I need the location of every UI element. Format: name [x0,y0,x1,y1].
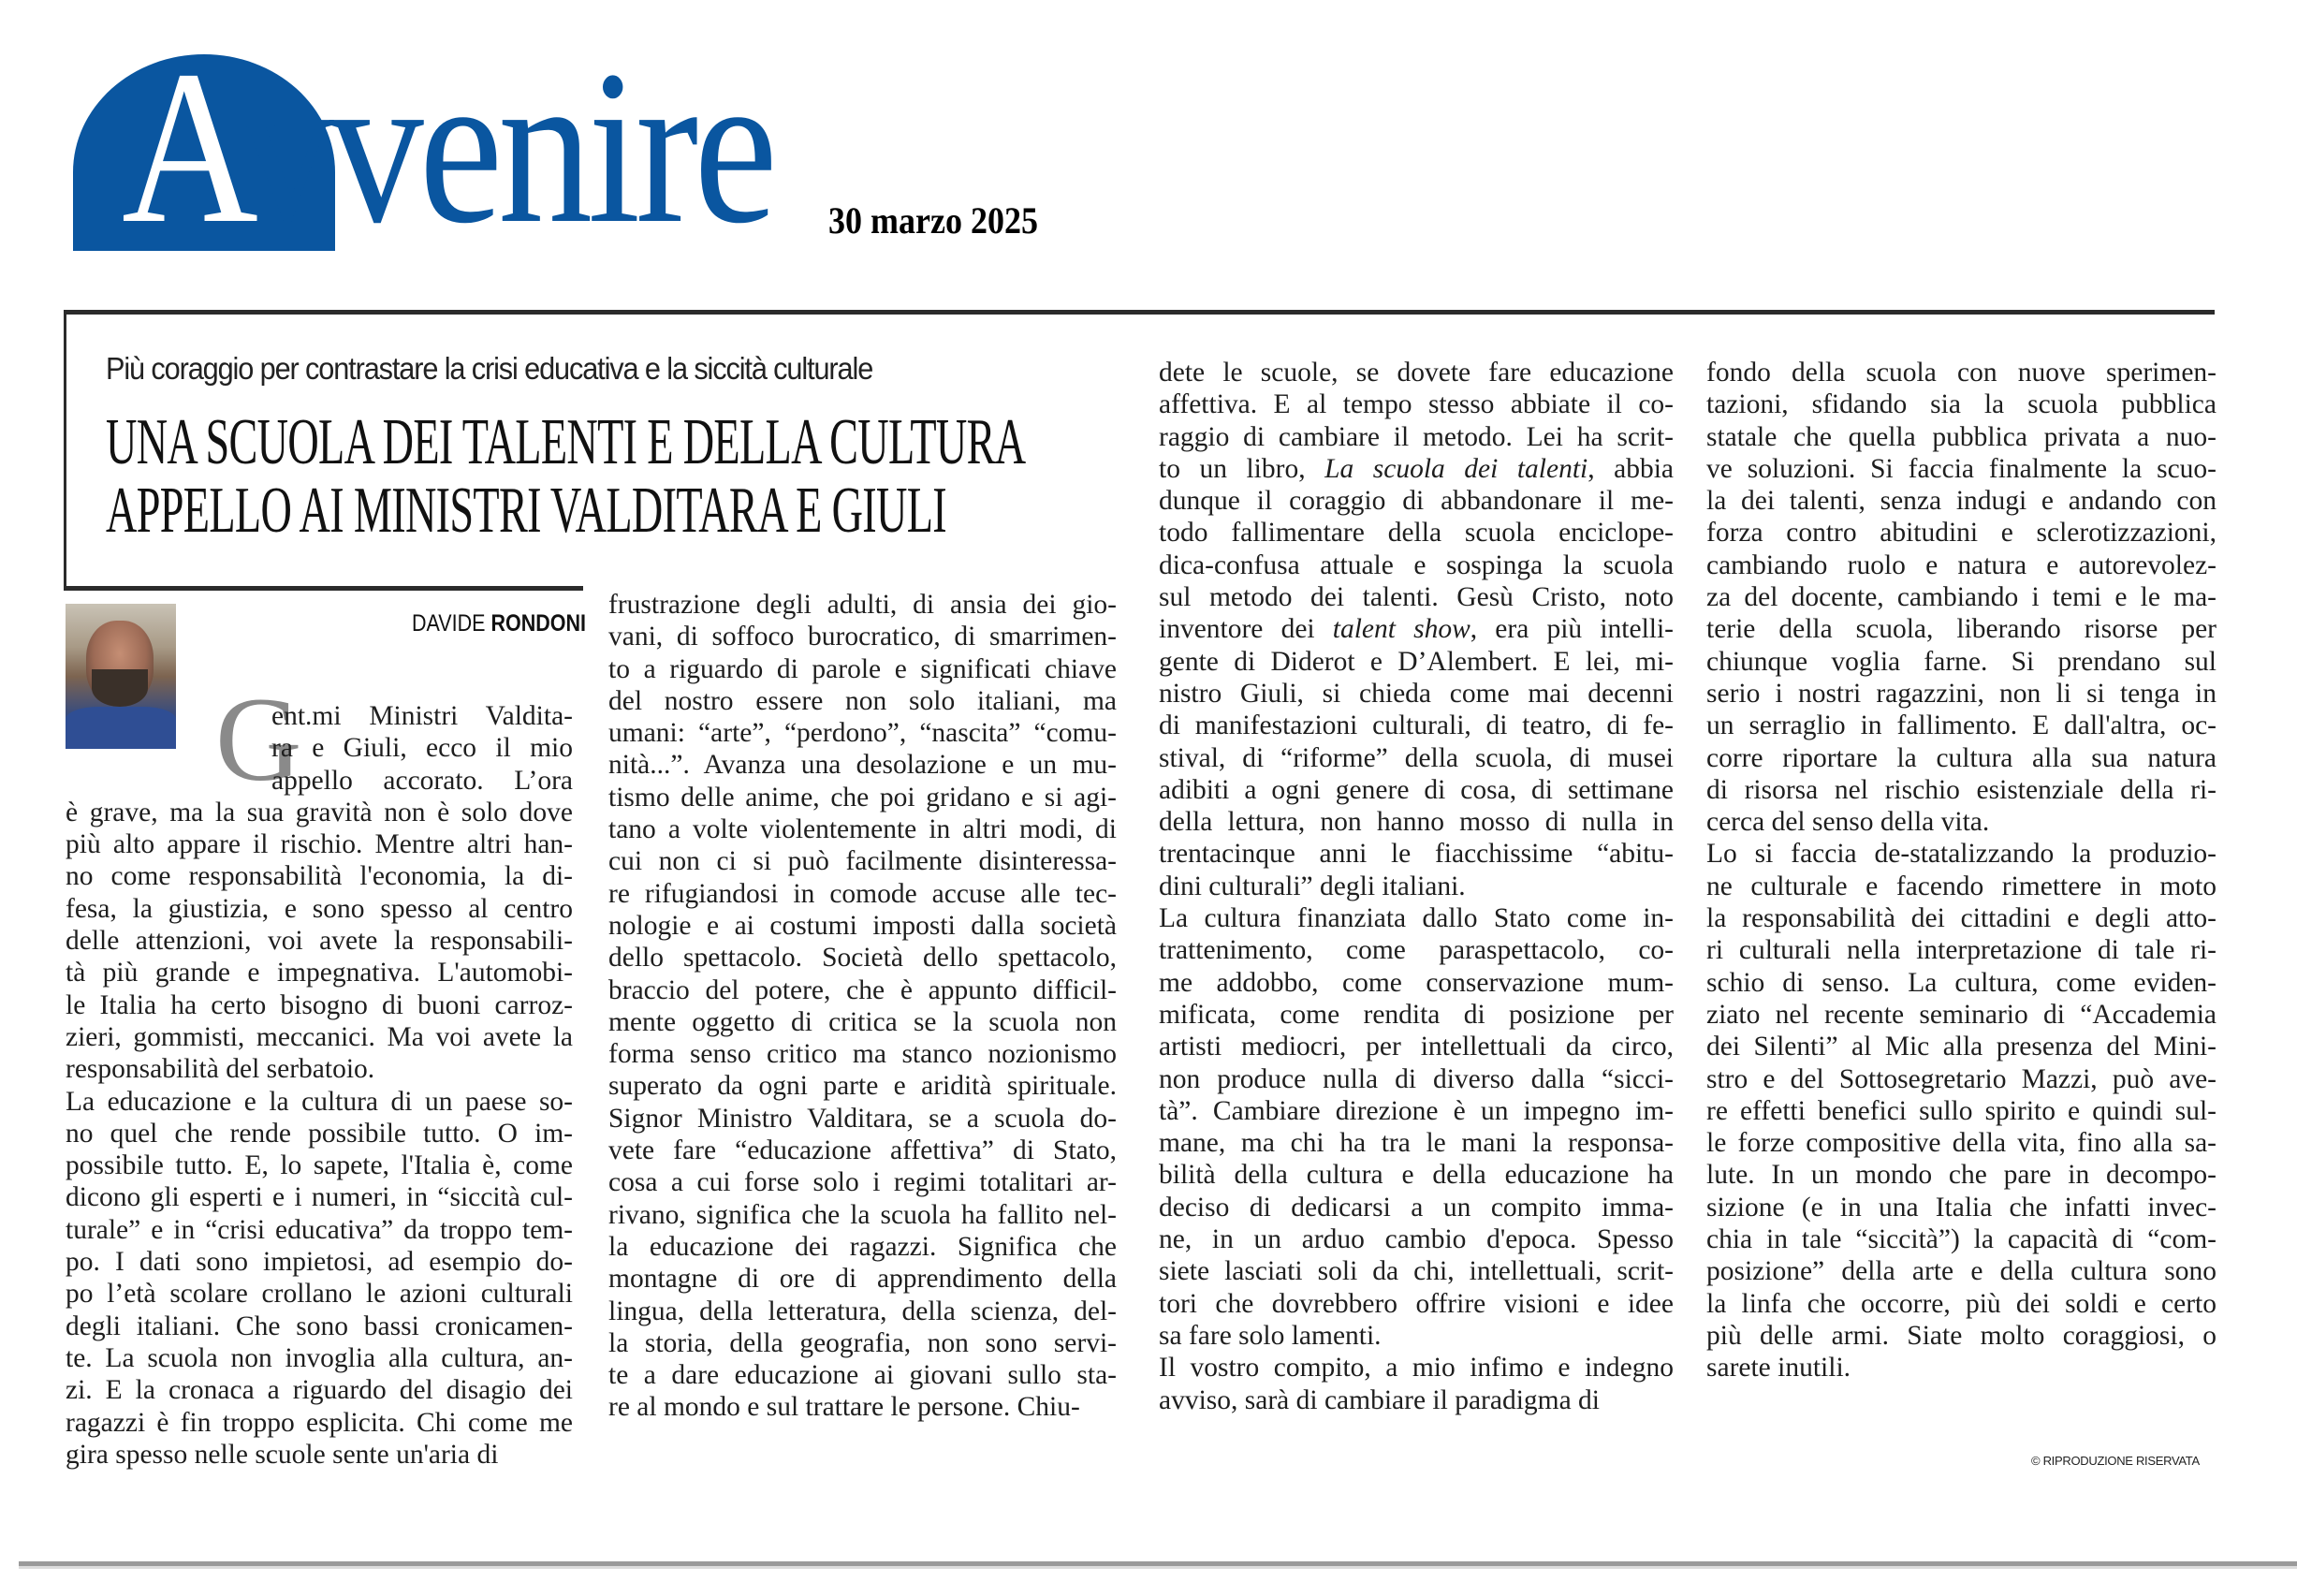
logo-v: v [239,25,329,269]
article-text-line: stro e del Sottosegretario Mazzi, può ave- [1706,1063,2217,1094]
article-text-line: statale che quella pubblica privata a nuo- [1706,421,2217,452]
article-text-line: ne, in un arduo cambio d'epoca. Spesso [1159,1224,1674,1255]
article-text-line: dete le scuole, se dovete fare educazione [1159,358,1674,388]
article-text-line: raggio di cambiare il metodo. Lei ha scrit- [1159,421,1674,452]
logo-rest: venire [329,25,773,269]
article-text-line: te a dare educazione ai giovani sullo sta- [608,1360,1117,1391]
article-text-line: ragazzi è fin troppo esplicita. Chi come me [66,1407,573,1438]
article-text-line: lingua, della letteratura, della scienza, del- [608,1296,1117,1326]
article-text-line: di risorsa nel rischio esistenziale della ri- [1706,774,2217,805]
article-text-line: artisti mediocri, per intellettuali da circo, [1159,1032,1674,1062]
article-text-line: ziato nel recente seminario di “Accademia [1706,999,2217,1030]
article-text-line: ve soluzioni. Si faccia finalmente la scuo- [1706,453,2217,484]
article-text-line: la responsabilità dei cittadini e degli atto- [1706,903,2217,934]
article-text-line: la dei talenti, senza indugi e andando con [1706,486,2217,517]
article-text-line: sizione (e in una Italia che infatti invec- [1706,1192,2217,1223]
author-first-name: DAVIDE [412,610,486,637]
article-text-line: braccio del potere, che è appunto difficil- [608,974,1117,1005]
article-text-line: forza contro abitudini e sclerotizzazioni, [1706,518,2217,549]
bottom-divider-shadow [19,1566,2297,1569]
article-column-2 [608,589,1117,1424]
article-text-line: me addobbo, come conservazione mum- [1159,967,1674,998]
article-text-line: te. La scuola non invoglia alla cultura, an- [66,1342,573,1373]
article-text-line: ent.mi Ministri Valdita- [271,701,573,731]
article-text-line: avviso, sarà di cambiare il paradigma di [1159,1384,1601,1415]
article-text-line: re effetti benefici sullo spirito e quindi sul- [1706,1095,2217,1126]
article-text-line: le Italia ha certo bisogno di buoni carroz- [66,989,573,1020]
article-text-line: todo fallimentare della scuola enciclope- [1159,518,1674,549]
article-column-1 [66,700,573,1471]
article-text-line: terie della scuola, liberando risorse per [1706,614,2217,645]
masthead [66,25,814,269]
article-text-line: chia in tale “siccità”) la capacità di “com- [1706,1224,2217,1255]
article-column-4 [1706,357,2217,1384]
article-kicker: Più coraggio per contrastare la crisi educativa e la siccità culturale [106,351,873,386]
article-text-line: po. I dati sono impietosi, ad esempio do- [66,1247,573,1278]
article-text-line: vani, di soffoco burocratico, di smarrimen- [608,622,1117,652]
article-text-line: Lo si faccia de-statalizzando la produzio- [1706,839,2217,870]
article-text-line: Il vostro compito, a mio infimo e indegno [1159,1353,1674,1384]
article-text-line: cambiando ruolo e natura e autorevolez- [1706,549,2217,580]
article-text-line: dei Silenti” al Mic alla presenza del Mini- [1706,1032,2217,1062]
headline-bottom-divider [64,586,583,591]
article-text-line: è grave, ma la sua gravità non è solo dove [66,797,573,827]
article-text-line: nistro Giuli, si chieda come mai decenni [1159,678,1674,709]
article-text-line: tazioni, sfidando sia la scuola pubblica [1706,389,2217,420]
article-text-line: deciso di dedicarsi a un compito imma- [1159,1192,1674,1223]
article-text-line: re al mondo e sul trattare le persone. Chiu- [608,1392,1080,1423]
article-text-line: possibile tutto. E, lo sapete, l'Italia è, come [66,1150,573,1181]
article-text-line: cui non ci si può facilmente disinteressa- [608,846,1117,877]
article-text-line: La cultura finanziata dallo Stato come in- [1159,903,1674,934]
article-text-line: tismo delle anime, che poi gridano e si agi- [608,782,1117,813]
article-text-line: tori che dovrebbero offrire visioni e idee [1159,1288,1674,1319]
article-text-line: un serraglio in fallimento. E dall'altra, oc- [1706,710,2217,741]
article-title-line-1: UNA SCUOLA DEI TALENTI E DELLA CULTURA [106,406,1026,478]
article-text-line: del nostro essere non solo italiani, ma [608,685,1117,716]
article-text-line: siete lasciati soli da chi, intellettuali, scrit- [1159,1256,1674,1287]
article-text-line: zi. E la cronaca a riguardo del disagio dei [66,1375,573,1406]
article-text-line: to a riguardo di parole e significati chiave [608,653,1117,684]
article-text-line: La educazione e la cultura di un paese so- [66,1086,573,1117]
article-text-line: to un libro, La scuola dei talenti, abbia [1159,453,1674,484]
article-text-line: nologie e ai costumi imposti dalla società [608,910,1117,941]
article-text-line: sa fare solo lamenti. [1159,1320,1382,1351]
article-text-line: tà”. Cambiare direzione è un impegno im- [1159,1095,1674,1126]
article-text-line: no quel che rende possibile tutto. O im- [66,1118,573,1149]
article-text-line: ri culturali nella interpretazione di tale ri- [1706,935,2217,966]
article-text-line: la educazione dei ragazzi. Significa che [608,1231,1117,1262]
article-text-line: delle attenzioni, voi avete la responsabili- [66,926,573,957]
article-text-line: trentacinque anni le fiacchissime “abitu- [1159,839,1674,870]
article-text-line: nità...”. Avanza una desolazione e un mu- [608,750,1117,781]
logo-initial: A [122,25,240,269]
article-text-line: mane, ma chi ha tra le mani la responsa- [1159,1128,1674,1159]
article-text-line: montagne di ore di apprendimento della [608,1264,1117,1295]
article-text-line: degli italiani. Che sono bassi cronicamen- [66,1310,573,1341]
article-text-line: responsabilità del serbatoio. [66,1054,375,1085]
article-text-line: lute. In un mondo che pare in decompo- [1706,1160,2217,1191]
article-text-line: la linfa che occorre, più dei soldi e certo [1706,1288,2217,1319]
article-text-line: schio di senso. La cultura, come eviden- [1706,967,2217,998]
article-text-line: più alto appare il rischio. Mentre altri han- [66,829,573,860]
article-text-line: trattenimento, come paraspettacolo, co- [1159,935,1674,966]
article-text-line: più delle armi. Siate molto coraggiosi, o [1706,1320,2217,1351]
article-text-line: za del docente, cambiando i temi e le ma- [1706,582,2217,613]
article-text-line: serio i nostri ragazzini, non li si tenga in [1706,678,2217,709]
article-text-line: mificata, come rendita di posizione per [1159,999,1674,1030]
article-text-line: della lettura, non hanno mosso di nulla in [1159,807,1674,838]
article-text-line: mente oggetto di critica se la scuola non [608,1006,1117,1037]
article-text-line: rivano, significa che la scuola ha fallito nel- [608,1199,1117,1230]
article-text-line: dicono gli esperti e i numeri, in “siccità cul- [66,1182,573,1213]
article-text-line: superato da ogni parte e aridità spirituale. [608,1071,1117,1102]
newspaper-logo [122,25,773,269]
article-text-line: dica-confusa attuale e sospinga la scuola [1159,549,1674,580]
article-column-3 [1159,357,1674,1416]
article-text-line: dunque il coraggio di abbandonare il me- [1159,486,1674,517]
article-text-line: dello spettacolo. Società dello spettacolo, [608,943,1117,974]
article-text-line: vete fare “educazione affettiva” di Stato, [608,1135,1117,1166]
article-text-line: turale” e in “crisi educativa” da troppo tem- [66,1214,573,1245]
article-text-line: re rifugiandosi in comode accuse alle tec- [608,878,1117,909]
article-text-line: ne culturale e facendo rimettere in moto [1706,871,2217,901]
article-text-line: gira spesso nelle scuole sente un'aria di [66,1439,499,1470]
article-text-line: ra e Giuli, ecco il mio [271,733,573,764]
article-text-line: bilità della cultura e della educazione ha [1159,1160,1674,1191]
article-text-line: appello accorato. L’ora [271,765,573,796]
article-text-line: cerca del senso della vita. [1706,807,1990,838]
article-text-line: posizione” della arte e della cultura sono [1706,1256,2217,1287]
article-text-line: sarete inutili. [1706,1353,1851,1384]
publication-date: 30 marzo 2025 [828,199,1038,242]
italic-title: talent show [1332,614,1470,645]
article-text-line: gente di Diderot e D’Alembert. E lei, mi- [1159,646,1674,677]
article-text-line: fesa, la giustizia, e sono spesso al centro [66,893,573,924]
drop-cap: G [215,673,302,806]
article-text-line: po l’età scolare crollano le azioni culturali [66,1279,573,1310]
article-text-line: adibiti a ogni genere di cosa, di settimane [1159,774,1674,805]
article-text-line: non produce nulla di diverso dalla “sicci- [1159,1063,1674,1094]
author-byline [412,610,586,637]
article-text-line: dini culturali” degli italiani. [1159,871,1466,901]
article-title-line-2: APPELLO AI MINISTRI VALDITARA E GIULI [106,475,947,547]
article-text-line: le forze compositive della vita, fino alla sa- [1706,1128,2217,1159]
article-text-line: fondo della scuola con nuove sperimen- [1706,358,2217,388]
article-text-line: tano a volte violentemente in altri modi, di [608,814,1117,845]
article-text-line: forma senso critico ma stanco nozionismo [608,1039,1117,1070]
article-text-line: sul metodo dei talenti. Gesù Cristo, noto [1159,582,1674,613]
article-text-line: inventore dei talent show, era più intelli- [1159,614,1674,645]
article-text-line: cosa a cui forse solo i regimi totalitari ar- [608,1167,1117,1198]
article-text-line: tà più grande e impegnativa. L'automobi- [66,958,573,988]
article-text-line: di manifestazioni culturali, di teatro, di fe- [1159,710,1674,741]
article-text-line: affettiva. E al tempo stesso abbiate il co- [1159,389,1674,420]
article-text-line: no come responsabilità l'economia, la di- [66,861,573,892]
italic-title: La scuola dei talenti [1324,453,1588,484]
author-last-name: RONDONI [490,610,586,637]
article-text-line: chiunque voglia farne. Si prendano sul [1706,646,2217,677]
article-text-line: corre riportare la cultura alla sua natura [1706,742,2217,773]
article-text-line: stival, di “riforme” della scuola, di musei [1159,742,1674,773]
article-text-line: Signor Ministro Valditara, se a scuola do- [608,1103,1117,1134]
copyright-notice: © RIPRODUZIONE RISERVATA [2031,1454,2200,1468]
article-text-line: umani: “arte”, “perdono”, “nascita” “comu- [608,718,1117,749]
article-text-line: frustrazione degli adulti, di ansia dei gio- [608,590,1117,620]
article-text-line: la storia, della geografia, non sono servi- [608,1327,1117,1358]
article-text-line: zieri, gommisti, meccanici. Ma voi avete la [66,1021,573,1052]
